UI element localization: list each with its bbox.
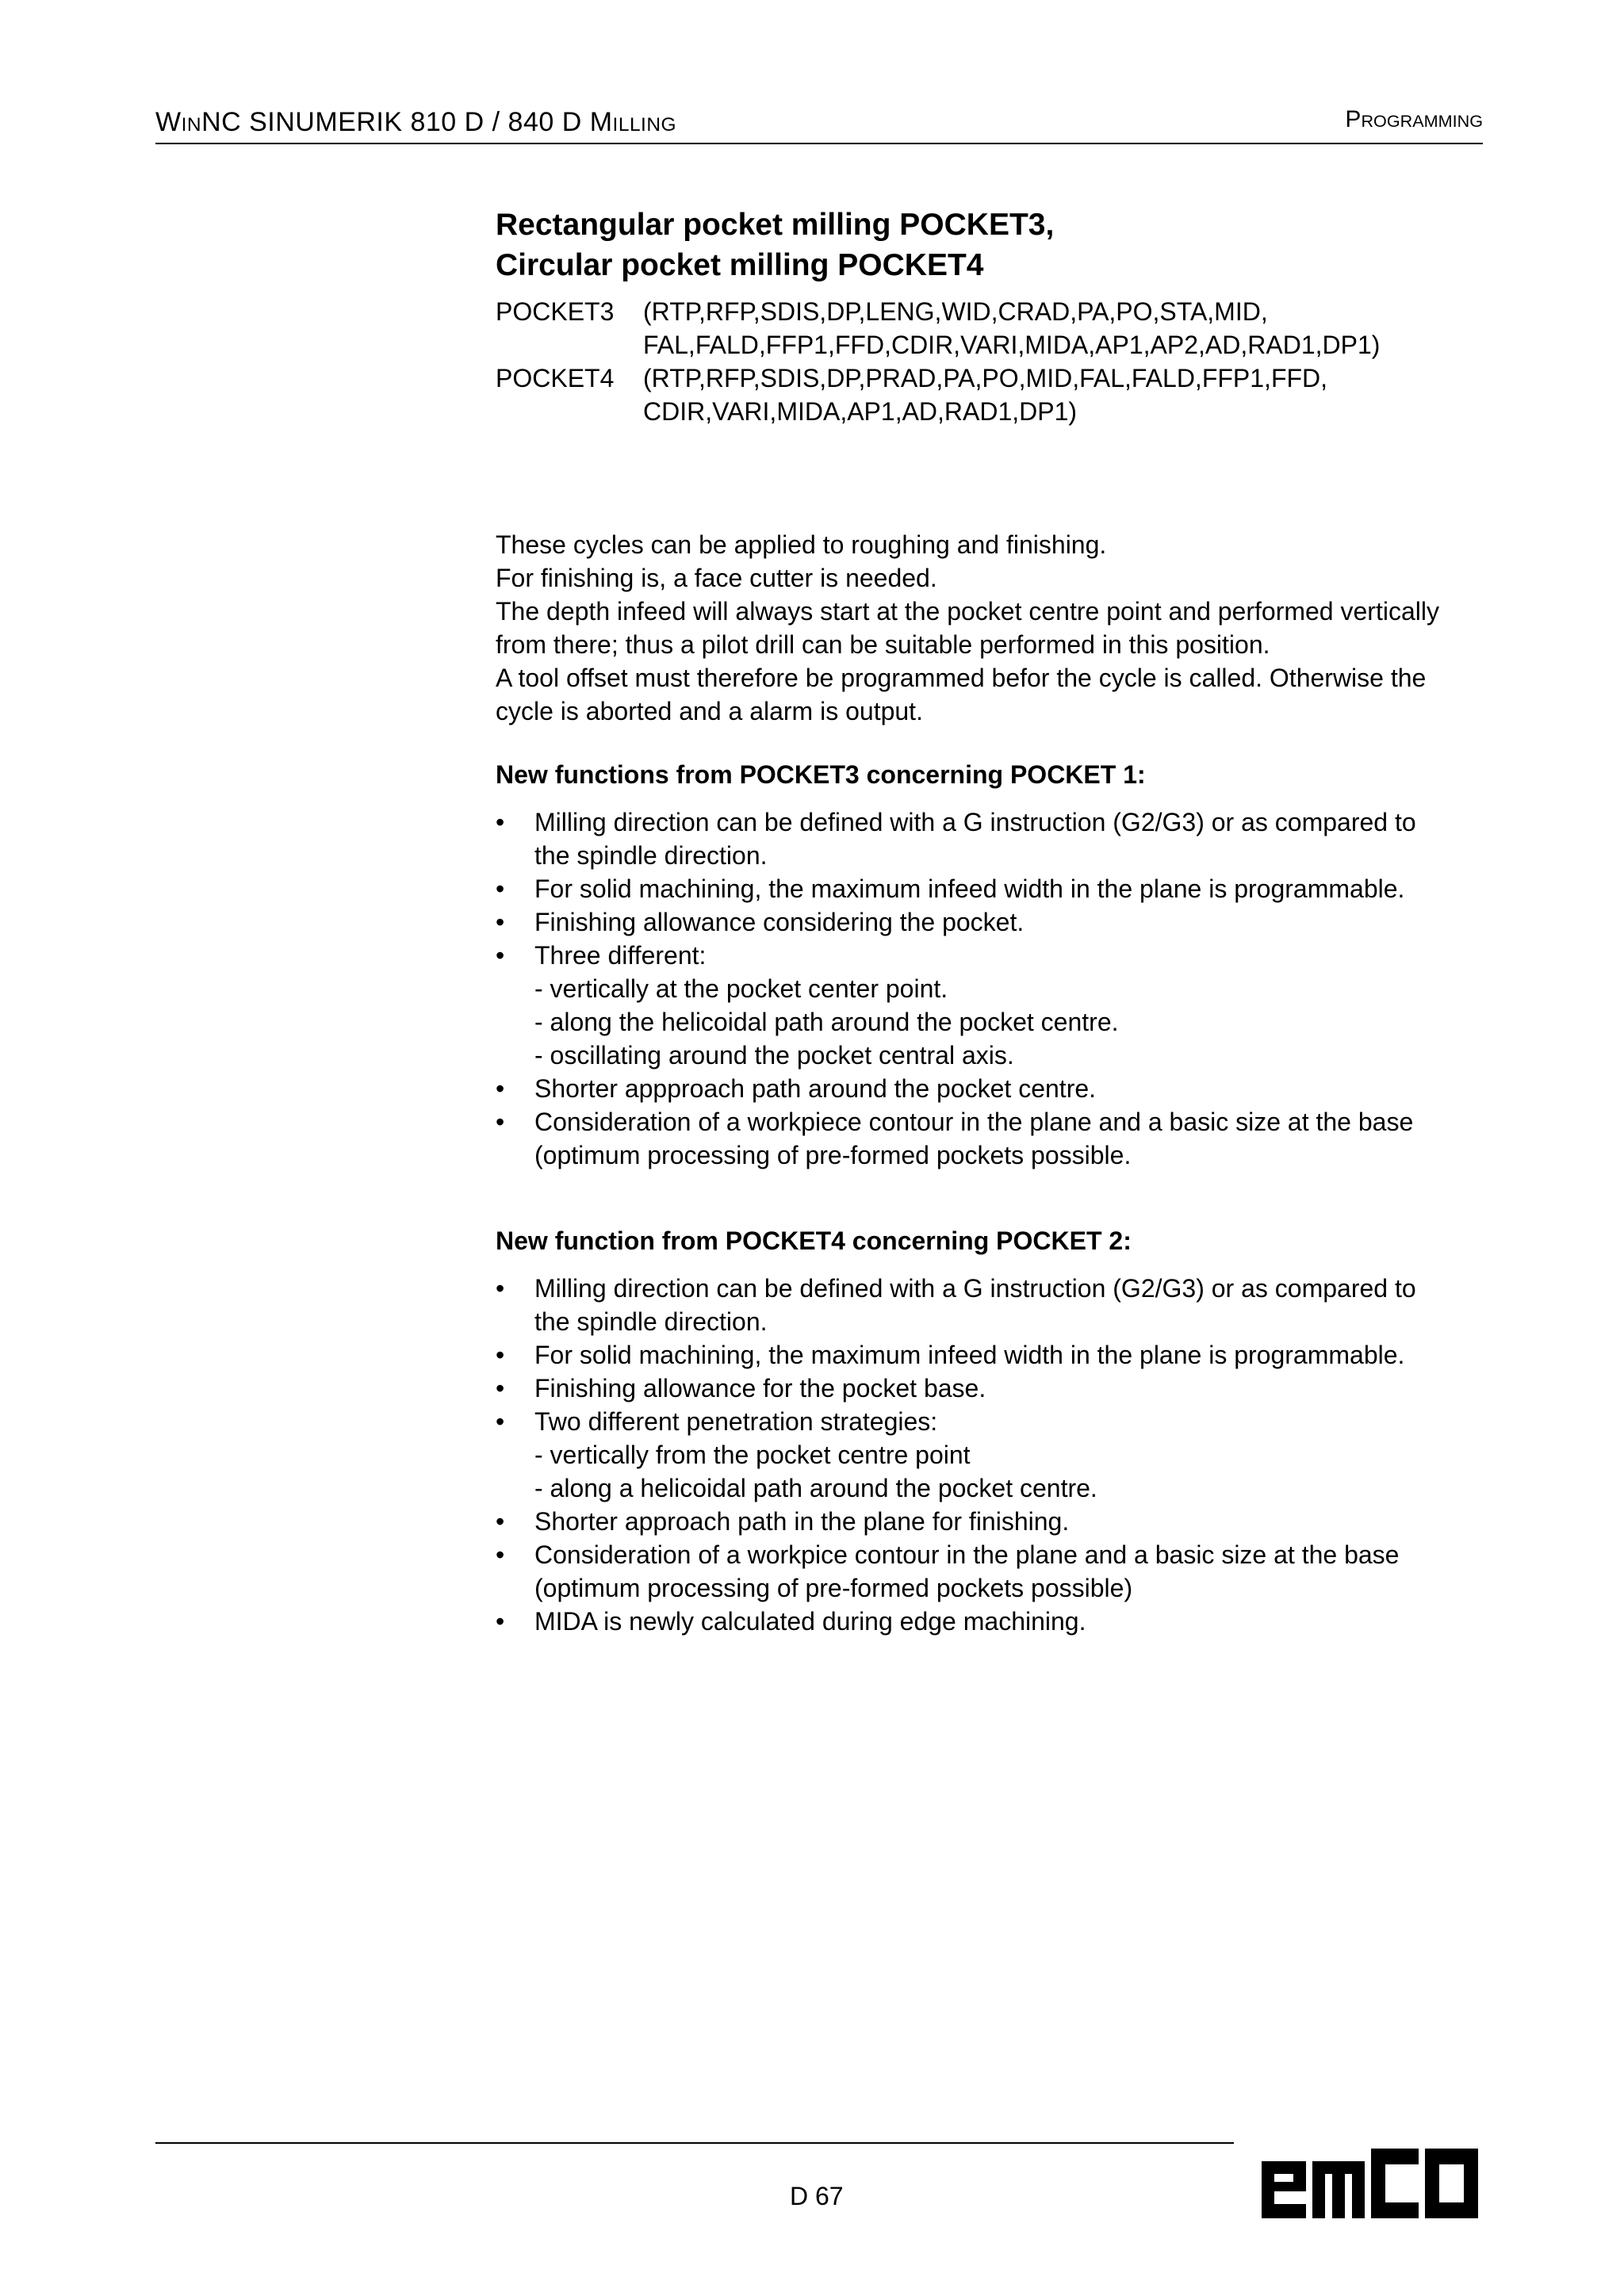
syntax-pocket4: POCKET4 (RTP,RFP,SDIS,DP,PRAD,PA,PO,MID,FAL,FALD,FFP1,FFD, CDIR,VARI,MIDA,AP1,AD,RAD1,DP1) bbox=[496, 364, 1328, 426]
list-item-text: the spindle direction. bbox=[534, 841, 768, 870]
bullet-marker: • bbox=[496, 941, 505, 970]
list-item bbox=[496, 872, 1483, 905]
bullet-marker: • bbox=[496, 1274, 505, 1303]
list-item bbox=[496, 1272, 1483, 1338]
list-item-text: (optimum processing of pre-formed pockets possible) bbox=[534, 1574, 1133, 1602]
list-item bbox=[496, 1605, 1483, 1638]
list-item bbox=[496, 806, 1483, 872]
footer-divider bbox=[155, 2142, 1234, 2144]
bullet-marker: • bbox=[496, 1108, 505, 1136]
bullet-marker: • bbox=[496, 1341, 505, 1369]
list-item-text: - along the helicoidal path around the pocket centre. bbox=[534, 1008, 1119, 1036]
list-item bbox=[496, 1405, 1483, 1505]
bullet-marker: • bbox=[496, 874, 505, 903]
list-item-text: Shorter approach path in the plane for finishing. bbox=[534, 1507, 1070, 1536]
list-item-text: - along a helicoidal path around the pocket centre. bbox=[534, 1474, 1097, 1502]
page-number: D 67 bbox=[790, 2182, 844, 2210]
list-item-text: - vertically at the pocket center point. bbox=[534, 974, 948, 1003]
emco-logo bbox=[1257, 2145, 1483, 2221]
main-content bbox=[496, 205, 1483, 1638]
list-item-text: (optimum processing of pre-formed pockets possible. bbox=[534, 1141, 1132, 1169]
intro-paragraph: These cycles can be applied to roughing and finishing. For finishing is, a face cutter is needed. The depth infeed will always start at the pocket centre point and performed vertically from there; thus a pilot drill can be suitable performed in this position. A tool offset must therefore be programmed befor the cycle is called. Otherwise the cycle is aborted and a alarm is output. bbox=[496, 530, 1439, 725]
bullet-marker: • bbox=[496, 1374, 505, 1402]
list-item-text: For solid machining, the maximum infeed width in the plane is programmable. bbox=[534, 874, 1405, 903]
list-item-text: Shorter appproach path around the pocket centre. bbox=[534, 1074, 1097, 1103]
list-item-text: - vertically from the pocket centre point bbox=[534, 1441, 971, 1469]
page-title: Rectangular pocket milling POCKET3, Circular pocket milling POCKET4 bbox=[496, 208, 1055, 282]
list-item bbox=[496, 939, 1483, 1072]
section-heading-pocket3: New functions from POCKET3 concerning POCKET 1: bbox=[496, 760, 1146, 789]
list-item-text: Finishing allowance for the pocket base. bbox=[534, 1374, 986, 1402]
bullet-marker: • bbox=[496, 908, 505, 936]
cycle-syntax bbox=[496, 295, 1483, 428]
list-item bbox=[496, 1538, 1483, 1605]
bullet-marker: • bbox=[496, 1607, 505, 1636]
list-item-text: the spindle direction. bbox=[534, 1307, 768, 1336]
chapter-title: PROGRAMMING bbox=[1345, 106, 1483, 132]
bullet-marker: • bbox=[496, 1407, 505, 1436]
list-item bbox=[496, 1072, 1483, 1105]
bullet-list-pocket3 bbox=[496, 806, 1483, 1172]
list-item-text: For solid machining, the maximum infeed width in the plane is programmable. bbox=[534, 1341, 1405, 1369]
bullet-marker: • bbox=[496, 1074, 505, 1103]
syntax-pocket3: POCKET3 (RTP,RFP,SDIS,DP,LENG,WID,CRAD,PA,PO,STA,MID, FAL,FALD,FFP1,FFD,CDIR,VARI,MIDA,AP1,AP2,AD,RAD1,DP1) bbox=[496, 297, 1381, 359]
section-heading-pocket4: New function from POCKET4 concerning POCKET 2: bbox=[496, 1226, 1132, 1255]
bullet-marker: • bbox=[496, 1540, 505, 1569]
list-item-text: Consideration of a workpice contour in the plane and a basic size at the base bbox=[534, 1540, 1400, 1569]
list-item bbox=[496, 1338, 1483, 1372]
list-item bbox=[496, 1105, 1483, 1172]
list-item-text: Three different: bbox=[534, 941, 707, 970]
list-item-text: MIDA is newly calculated during edge machining. bbox=[534, 1607, 1086, 1636]
list-item-text: - oscillating around the pocket central axis. bbox=[534, 1041, 1014, 1070]
bullet-list-pocket4 bbox=[496, 1272, 1483, 1638]
list-item-text: Milling direction can be defined with a G instruction (G2/G3) or as compared to bbox=[534, 808, 1416, 836]
list-item bbox=[496, 1372, 1483, 1405]
bullet-marker: • bbox=[496, 808, 505, 836]
list-item-text: Consideration of a workpiece contour in the plane and a basic size at the base bbox=[534, 1108, 1414, 1136]
list-item-text: Milling direction can be defined with a G instruction (G2/G3) or as compared to bbox=[534, 1274, 1416, 1303]
manual-title: WINNC SINUMERIK 810 D / 840 D MILLING bbox=[155, 107, 677, 137]
list-item-text: Two different penetration strategies: bbox=[534, 1407, 938, 1436]
list-item bbox=[496, 905, 1483, 939]
page-header bbox=[155, 95, 1483, 144]
list-item bbox=[496, 1505, 1483, 1538]
list-item-text: Finishing allowance considering the pocket. bbox=[534, 908, 1025, 936]
bullet-marker: • bbox=[496, 1507, 505, 1536]
